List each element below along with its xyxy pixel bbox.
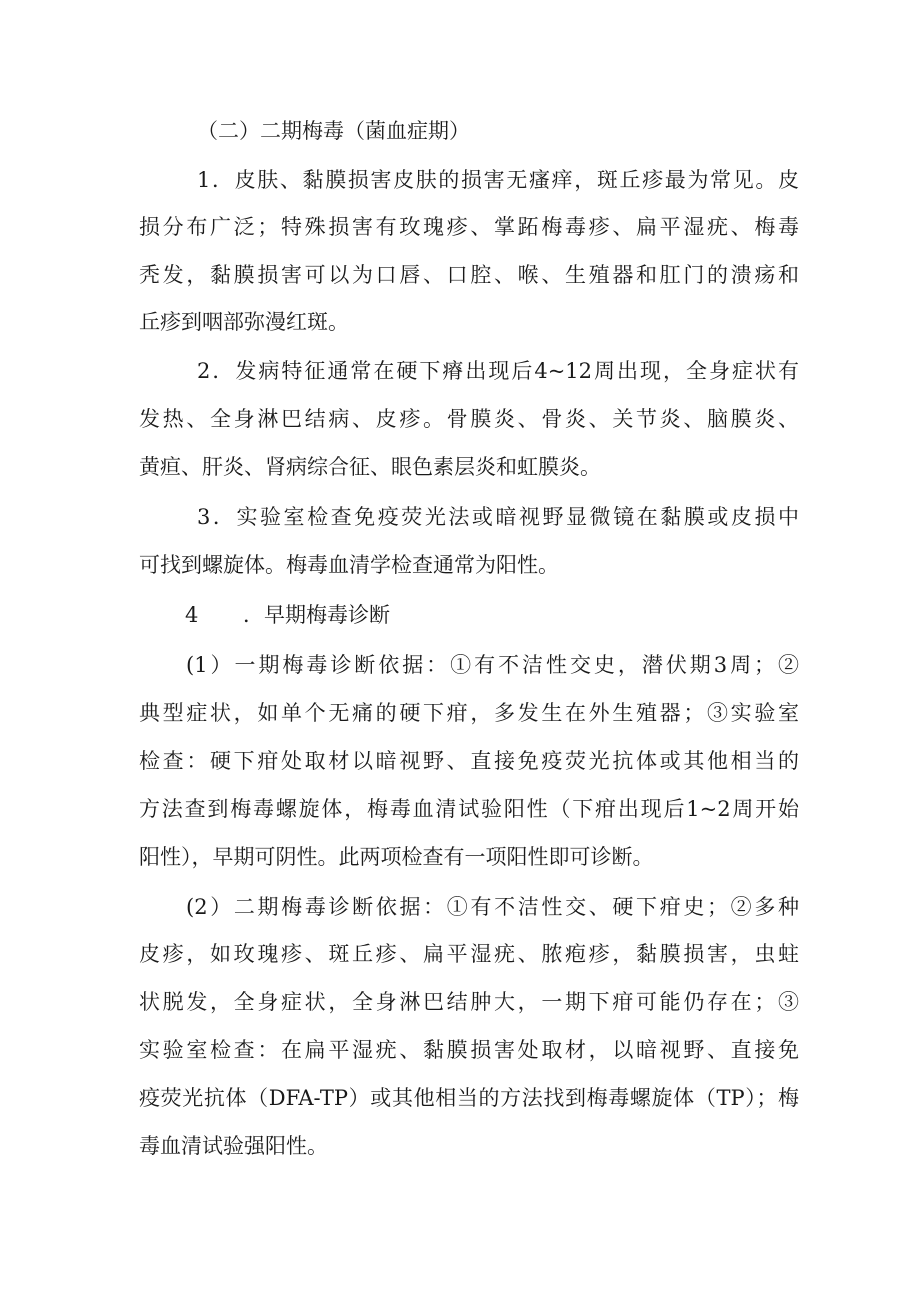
paragraph-2-line-3: 黄疸、肝炎、肾病综合征、眼色素层炎和虹膜炎。 (139, 455, 601, 479)
paragraph-1-line-2: 损分布广泛；特殊损害有玫瑰疹、掌跖梅毒疹、扁平湿疣、梅毒 (139, 215, 799, 239)
paragraph-5-line-4: 方法查到梅毒螺旋体，梅毒血清试验阳性（下疳出现后1~2周开始 (139, 797, 799, 821)
paragraph-5-line-3: 检查：硬下疳处取材以暗视野、直接免疫荧光抗体或其他相当的 (139, 749, 799, 773)
paragraph-6-line-2: 皮疹，如玫瑰疹、斑丘疹、扁平湿疣、脓疱疹，黏膜损害，虫蛀 (139, 942, 799, 966)
item-4-number: 4 (185, 603, 199, 627)
paragraph-2-line-1: 2．发病特征通常在硬下瘠出现后4~12周出现，全身症状有 (197, 359, 799, 383)
paragraph-6-line-3: 状脱发，全身症状，全身淋巴结肿大，一期下疳可能仍存在；③ (139, 990, 799, 1014)
paragraph-3-line-2: 可找到螺旋体。梅毒血清学检查通常为阳性。 (139, 553, 559, 577)
paragraph-1-line-4: 丘疹到咽部弥漫红斑。 (139, 310, 349, 334)
section-heading: （二）二期梅毒（菌血症期） (197, 119, 470, 143)
paragraph-1-line-3: 秃发，黏膜损害可以为口唇、口腔、喉、生殖器和肛门的溃疡和 (139, 263, 799, 287)
paragraph-6-line-1: (2）二期梅毒诊断依据：①有不洁性交、硬下疳史；②多种 (186, 895, 799, 919)
paragraph-5-line-1: (1）一期梅毒诊断依据：①有不洁性交史，潜伏期3周；② (186, 653, 799, 677)
paragraph-6-line-4: 实验室检查：在扁平湿疣、黏膜损害处取材，以暗视野、直接免 (139, 1038, 799, 1062)
paragraph-2-line-2: 发热、全身淋巴结病、皮疹。骨膜炎、骨炎、关节炎、脑膜炎、 (139, 407, 799, 431)
paragraph-6-line-5: 疫荧光抗体（DFA-TP）或其他相当的方法找到梅毒螺旋体（TP）；梅 (139, 1086, 799, 1110)
item-4-title: ．早期梅毒诊断 (243, 603, 390, 627)
paragraph-5-line-5: 阳性），早期可阴性。此两项检查有一项阳性即可诊断。 (139, 845, 654, 869)
item-4-heading (185, 601, 390, 629)
paragraph-5-line-2: 典型症状，如单个无痛的硬下疳，多发生在外生殖器；③实验室 (139, 701, 799, 725)
paragraph-6-line-6: 毒血清试验强阳性。 (139, 1134, 328, 1158)
paragraph-3-line-1: 3．实验室检查免疫荧光法或暗视野显微镜在黏膜或皮损中 (197, 505, 799, 529)
paragraph-1-line-1: 1．皮肤、黏膜损害皮肤的损害无瘙痒，斑丘疹最为常见。皮 (197, 168, 799, 192)
